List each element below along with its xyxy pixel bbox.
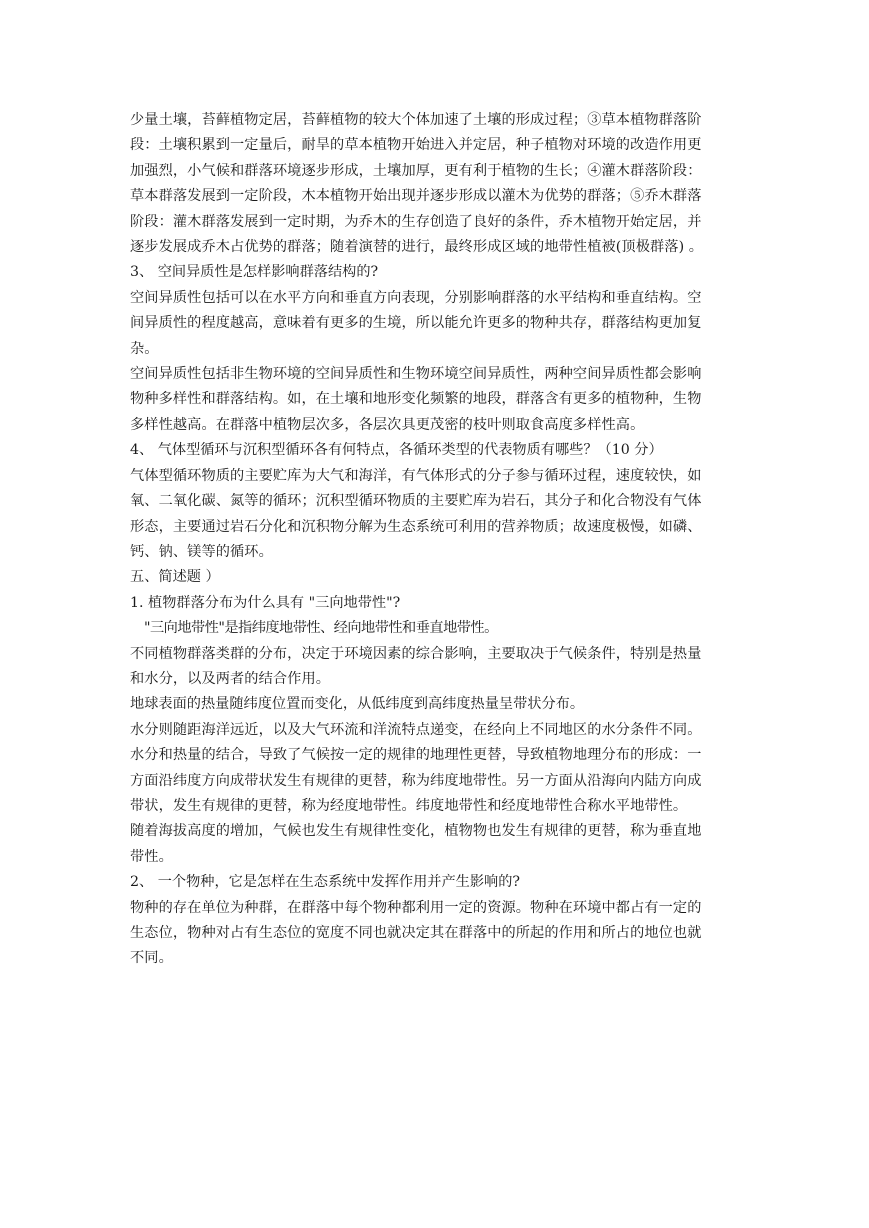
text-line: 逐步发展成乔木占优势的群落；随着演替的进行，最终形成区域的地带性植被(顶极群落) 。 bbox=[130, 239, 704, 256]
question-3-heading: 3、 空间异质性是怎样影响群落结构的? bbox=[130, 264, 379, 281]
text-line: 多样性越高。在群落中植物层次多，各层次具更茂密的枝叶则取食高度多样性高。 bbox=[130, 416, 645, 433]
text-line: 少量土壤，苔藓植物定居，苔藓植物的较大个体加速了土壤的形成过程；③草本植物群落阶 bbox=[130, 112, 702, 128]
text-line: 形态，主要通过岩石分化和沉积物分解为生态系统可利用的营养物质；故速度极慢，如磷、 bbox=[130, 518, 702, 535]
text-line: 生态位，物种对占有生态位的宽度不同也就决定其在群落中的所起的作用和所占的地位也就 bbox=[130, 925, 702, 941]
text-line: 空间异质性包括非生物环境的空间异质性和生物环境空间异质性，两种空间异质性都会影响 bbox=[130, 366, 702, 383]
paragraph-distribution-factors bbox=[130, 642, 742, 693]
text-line: 水分则随距海洋远近，以及大气环流和洋流特点递变，在经向上不同地区的水分条件不同。 bbox=[130, 721, 702, 738]
paragraph-vertical-zonality bbox=[130, 819, 742, 870]
text-line: 杂。 bbox=[130, 340, 159, 357]
text-line: 不同植物群落类群的分布，决定于环境因素的综合影响，主要取决于气候条件，特别是热量 bbox=[130, 645, 702, 662]
text-line: 水分和热量的结合，导致了气候按一定的规律的地理性更替，导致植物地理分布的形成：一 bbox=[130, 747, 702, 764]
text-line: 物种的存在单位为种群，在群落中每个物种都利用一定的资源。物种在环境中都占有一定的 bbox=[130, 899, 702, 916]
text-line: 空间异质性包括可以在水平方向和垂直方向表现，分别影响群落的水平结构和垂直结构。空 bbox=[130, 289, 702, 306]
text-line: 方面沿纬度方向成带状发生有规律的更替，称为纬度地带性。另一方面从沿海向内陆方向成 bbox=[130, 772, 702, 789]
section-5-question-1-heading: 1. 植物群落分布为什么具有 "三向地带性"? bbox=[130, 594, 401, 611]
text-line: 物种多样性和群落结构。如，在土壤和地形变化频繁的地段，群落含有更多的植物种，生物 bbox=[130, 391, 702, 408]
paragraph-spatial-heterogeneity-1 bbox=[130, 286, 742, 362]
text-line: 间异质性的程度越高，意味着有更多的生境，所以能允许更多的物种共存，群落结构更加复 bbox=[130, 315, 702, 332]
question-4-heading: 4、 气体型循环与沉积型循环各有何特点，各循环类型的代表物质有哪些？（10 分） bbox=[130, 442, 663, 459]
text-line: 草本群落发展到一定阶段，木本植物开始出现并逐步形成以灌木为优势的群落；⑤乔木群落 bbox=[130, 188, 702, 205]
paragraph-succession-stages bbox=[130, 108, 742, 260]
text-line: 氧、二氧化碳、氮等的循环；沉积型循环物质的主要贮库为岩石，其分子和化合物没有气体 bbox=[130, 493, 702, 510]
paragraph-heat-distribution: 地球表面的热量随纬度位置而变化，从低纬度到高纬度热量呈带状分布。 bbox=[130, 696, 585, 713]
paragraph-species-niche bbox=[130, 896, 742, 972]
text-line: 带状，发生有规律的更替，称为经度地带性。纬度地带性和经度地带性合称水平地带性。 bbox=[130, 797, 688, 814]
text-line: 带性。 bbox=[130, 848, 173, 865]
text-line: 段：土壤积累到一定量后，耐旱的草本植物开始进入并定居，种子植物对环境的改造作用更 bbox=[130, 137, 702, 154]
text-line: 加强烈，小气候和群落环境逐步形成，土壤加厚，更有利于植物的生长；④灌木群落阶段： bbox=[130, 162, 702, 179]
text-line: 阶段：灌木群落发展到一定时期，为乔木的生存创造了良好的条件，乔木植物开始定居，并 bbox=[130, 213, 702, 230]
text-line: 钙、钠、镁等的循环。 bbox=[130, 543, 273, 560]
text-line: 随着海拔高度的增加，气候也发生有规律性变化，植物物也发生有规律的更替，称为垂直地 bbox=[130, 823, 702, 840]
paragraph-three-zonality-definition: "三向地带性"是指纬度地带性、经向地带性和垂直地带性。 bbox=[144, 620, 498, 637]
text-line: 和水分，以及两者的结合作用。 bbox=[130, 670, 331, 687]
paragraph-cycle-types bbox=[130, 464, 742, 566]
text-line: 不同。 bbox=[130, 950, 173, 967]
section-5-heading: 五、简述题 ） bbox=[130, 569, 220, 586]
paragraph-horizontal-zonality bbox=[130, 718, 742, 820]
document-body bbox=[130, 108, 742, 972]
paragraph-spatial-heterogeneity-2 bbox=[130, 362, 742, 438]
text-line: 气体型循环物质的主要贮库为大气和海洋，有气体形式的分子参与循环过程，速度较快，如 bbox=[130, 467, 702, 484]
section-5-question-2-heading: 2、 一个物种，它是怎样在生态系统中发挥作用并产生影响的? bbox=[130, 874, 521, 891]
